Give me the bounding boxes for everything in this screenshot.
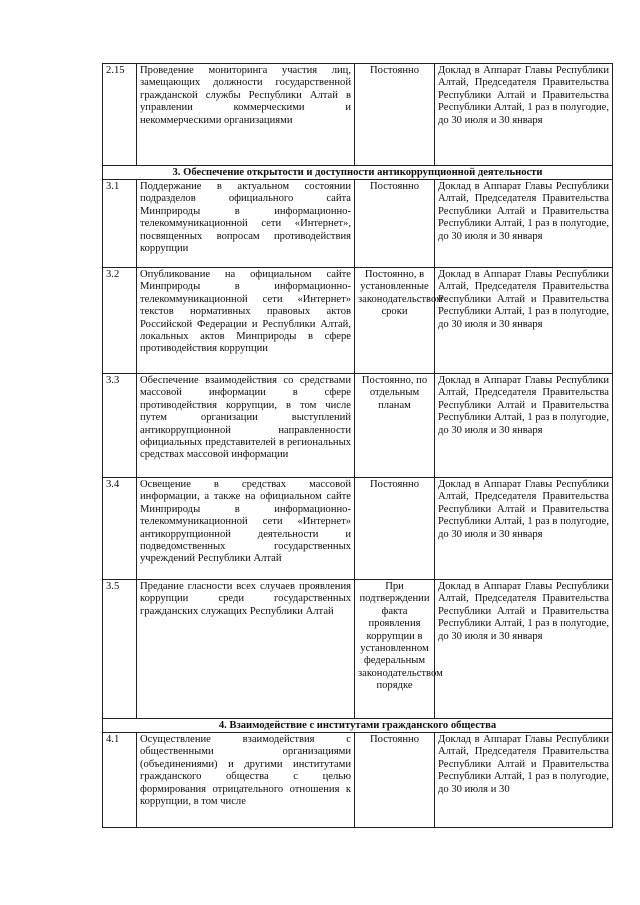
- table-row: [103, 374, 613, 478]
- table-row: [103, 180, 613, 268]
- event-term: Постоянно: [355, 478, 435, 580]
- row-number: 2.15: [103, 64, 137, 166]
- table-row: [103, 580, 613, 719]
- report-form: Доклад в Аппарат Главы Республики Алтай, Председателя Правительства Республики Алтай и Правительства Республики Алтай, 1 раз в полугодие, до 30 июля и 30 января: [435, 64, 613, 166]
- table-row: [103, 64, 613, 166]
- event-term: Постоянно, по отдельным планам: [355, 374, 435, 478]
- event-term: Постоянно, в установленные законодательством сроки: [355, 268, 435, 374]
- event-description: Опубликование на официальном сайте Минприроды в информационно-телекоммуникационной сети «Интернет» текстов нормативных правовых актов Российской Федерации и Республики Алтай, локальных актов Минприроды в сфере противодействия коррупции: [137, 268, 355, 374]
- report-form: Доклад в Аппарат Главы Республики Алтай, Председателя Правительства Республики Алтай и Правительства Республики Алтай, 1 раз в полугодие, до 30 июля и 30 января: [435, 580, 613, 719]
- section-row: [103, 166, 613, 180]
- row-number: 3.5: [103, 580, 137, 719]
- event-description: Осуществление взаимодействия с общественными организациями (объединениями) и другими институтами гражданского общества с целью формирования отрицательного отношения к коррупции, в том числе: [137, 733, 355, 828]
- row-number: 3.2: [103, 268, 137, 374]
- event-term: Постоянно: [355, 64, 435, 166]
- event-description: Предание гласности всех случаев проявления коррупции среди государственных гражданских служащих Республики Алтай: [137, 580, 355, 719]
- event-description: Освещение в средствах массовой информации, а также на официальном сайте Минприроды в информационно-телекоммуникационной сети «Интернет» антикоррупционной деятельности и подведомственных государственных учреждений Республики Алтай: [137, 478, 355, 580]
- report-form: Доклад в Аппарат Главы Республики Алтай, Председателя Правительства Республики Алтай и Правительства Республики Алтай, 1 раз в полугодие, до 30 июля и 30 января: [435, 478, 613, 580]
- event-description: Поддержание в актуальном состоянии подразделов официального сайта Минприроды в информационно-телекоммуникационной сети «Интернет», посвященных вопросам противодействия коррупции: [137, 180, 355, 268]
- section-heading: 4. Взаимодействие с институтами гражданского общества: [103, 719, 613, 733]
- row-number: 3.1: [103, 180, 137, 268]
- event-description: Проведение мониторинга участия лиц, замещающих должности государственной гражданской службы Республики Алтай в управлении коммерческими и некоммерческими организациями: [137, 64, 355, 166]
- event-term: Постоянно: [355, 733, 435, 828]
- report-form: Доклад в Аппарат Главы Республики Алтай, Председателя Правительства Республики Алтай и Правительства Республики Алтай, 1 раз в полугодие, до 30 июля и 30: [435, 733, 613, 828]
- section-row: [103, 719, 613, 733]
- event-term: При подтверждении факта проявления коррупции в установленном федеральным законодательством порядке: [355, 580, 435, 719]
- table-row: [103, 478, 613, 580]
- anticorruption-plan-table: [102, 63, 613, 828]
- report-form: Доклад в Аппарат Главы Республики Алтай, Председателя Правительства Республики Алтай и Правительства Республики Алтай, 1 раз в полугодие, до 30 июля и 30 января: [435, 268, 613, 374]
- event-term: Постоянно: [355, 180, 435, 268]
- event-description: Обеспечение взаимодействия со средствами массовой информации в сфере противодействия коррупции, в том числе путем организации выступлений антикоррупционной направленности официальных представителей в региональных средствах массовой информации: [137, 374, 355, 478]
- section-heading: 3. Обеспечение открытости и доступности антикоррупционной деятельности: [103, 166, 613, 180]
- table-row: [103, 268, 613, 374]
- report-form: Доклад в Аппарат Главы Республики Алтай, Председателя Правительства Республики Алтай и Правительства Республики Алтай, 1 раз в полугодие, до 30 июля и 30 января: [435, 180, 613, 268]
- table-row: [103, 733, 613, 828]
- report-form: Доклад в Аппарат Главы Республики Алтай, Председателя Правительства Республики Алтай и Правительства Республики Алтай, 1 раз в полугодие, до 30 июля и 30 января: [435, 374, 613, 478]
- row-number: 4.1: [103, 733, 137, 828]
- row-number: 3.3: [103, 374, 137, 478]
- row-number: 3.4: [103, 478, 137, 580]
